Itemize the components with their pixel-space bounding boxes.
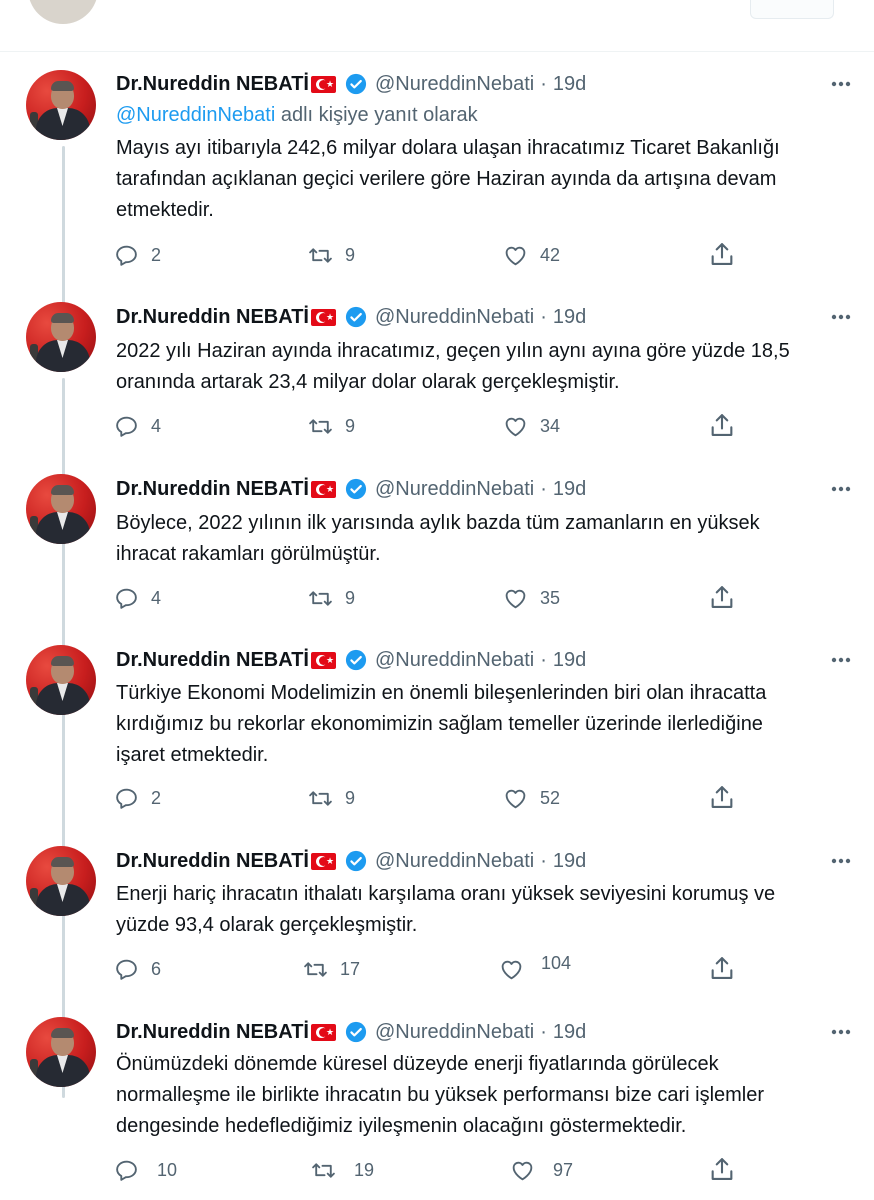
tweet-text-line: Enerji hariç ihracatın ithalatı karşılama oranı yüksek seviyesini korumuş ve — [116, 883, 776, 905]
retweet-icon — [308, 414, 333, 439]
tweet-text-line: 2022 yılı Haziran ayında ihracatımız, geçen yılın aynı ayına göre yüzde 18,5 — [116, 340, 790, 362]
retweet-count: 17 — [340, 958, 361, 979]
tweet-text-line: tarafından açıklanan geçici verilere göre Haziran ayında da artışına devam — [116, 168, 777, 190]
tweet-timestamp[interactable]: 19d — [552, 849, 587, 872]
retweet-count: 9 — [345, 787, 356, 808]
tweet-header — [116, 645, 586, 675]
tweet-timestamp[interactable]: 19d — [552, 1020, 587, 1043]
tweet-3[interactable] — [0, 470, 874, 636]
retweet-icon — [308, 243, 333, 268]
previous-tweet-remnant — [0, 0, 874, 52]
tweet-text — [116, 508, 846, 570]
author-name[interactable]: Dr.Nureddin NEBATİ — [116, 648, 309, 671]
like-count: 35 — [540, 587, 561, 608]
like-button[interactable] — [499, 954, 571, 984]
retweet-button[interactable] — [308, 783, 355, 813]
more-icon[interactable] — [828, 304, 854, 330]
tweet-text — [116, 1049, 846, 1142]
share-icon[interactable] — [708, 239, 736, 269]
author-handle[interactable]: @NureddinNebati — [374, 305, 535, 328]
author-handle[interactable]: @NureddinNebati — [374, 1020, 535, 1043]
reply-to-label: adlı kişiye yanıt olarak — [275, 104, 478, 126]
tweet-header — [116, 474, 586, 504]
avatar[interactable] — [26, 846, 96, 916]
like-button[interactable] — [510, 1155, 573, 1185]
tweet-header — [116, 302, 586, 332]
tweet-text-line: ihracat rakamları görülmüştür. — [116, 543, 381, 565]
like-icon — [503, 786, 528, 811]
avatar[interactable] — [26, 474, 96, 544]
reply-button[interactable] — [114, 954, 161, 984]
tweet-header — [116, 846, 586, 876]
author-handle[interactable]: @NureddinNebati — [374, 648, 535, 671]
like-count: 42 — [540, 244, 561, 265]
share-icon[interactable] — [708, 410, 736, 440]
reply-icon — [114, 414, 139, 439]
more-icon[interactable] — [828, 71, 854, 97]
like-icon — [510, 1158, 535, 1183]
card-edge — [750, 0, 834, 19]
separator-dot: · — [540, 1020, 547, 1043]
tweet-4[interactable] — [0, 641, 874, 837]
more-icon[interactable] — [828, 848, 854, 874]
author-handle[interactable]: @NureddinNebati — [374, 849, 535, 872]
retweet-button[interactable] — [308, 240, 355, 270]
reply-icon — [114, 786, 139, 811]
tweet-text-line: Önümüzdeki dönemde küresel düzeyde enerji fiyatlarında görülecek — [116, 1053, 719, 1075]
like-count: 104 — [541, 952, 572, 973]
retweet-icon — [311, 1158, 336, 1183]
like-count: 97 — [553, 1159, 574, 1180]
divider — [0, 51, 874, 52]
reply-mention-link[interactable]: @NureddinNebati — [116, 104, 276, 126]
tweet-5[interactable] — [0, 842, 874, 1008]
tweet-text-line: dengesinde hedeflediğimiz iyileşmenin olacağını göstermektedir. — [116, 1115, 687, 1137]
retweet-button[interactable] — [308, 411, 355, 441]
avatar[interactable] — [26, 1017, 96, 1087]
reply-button[interactable] — [114, 783, 161, 813]
verified-badge-icon — [345, 478, 367, 500]
tweet-timestamp[interactable]: 19d — [552, 305, 587, 328]
reply-count: 2 — [151, 244, 162, 265]
like-icon — [503, 586, 528, 611]
verified-badge-icon — [345, 1021, 367, 1043]
tweet-text-line: oranında artarak 23,4 milyar dolar olarak gerçekleşmiştir. — [116, 371, 620, 393]
tweet-timestamp[interactable]: 19d — [552, 477, 587, 500]
separator-dot: · — [540, 849, 547, 872]
reply-count: 10 — [157, 1159, 178, 1180]
reply-button[interactable] — [114, 583, 161, 613]
tweet-6[interactable] — [0, 1013, 874, 1200]
more-icon[interactable] — [828, 1019, 854, 1045]
turkish-flag-icon: ★ — [311, 652, 336, 669]
retweet-icon — [308, 586, 333, 611]
reply-icon — [114, 957, 139, 982]
like-count: 34 — [540, 415, 561, 436]
tweet-text — [116, 336, 846, 398]
turkish-flag-icon: ★ — [311, 481, 336, 498]
avatar[interactable] — [26, 70, 96, 140]
reply-count: 4 — [151, 587, 162, 608]
author-name[interactable]: Dr.Nureddin NEBATİ — [116, 1020, 309, 1043]
reply-button[interactable] — [114, 411, 161, 441]
separator-dot: · — [540, 305, 547, 328]
like-icon — [499, 957, 524, 982]
reply-icon — [114, 586, 139, 611]
retweet-icon — [303, 957, 328, 982]
author-name[interactable]: Dr.Nureddin NEBATİ — [116, 477, 309, 500]
replying-to-text — [116, 104, 478, 127]
tweet-text-line: etmektedir. — [116, 199, 214, 221]
author-name[interactable]: Dr.Nureddin NEBATİ — [116, 305, 309, 328]
reply-count: 2 — [151, 787, 162, 808]
tweet-text-line: Türkiye Ekonomi Modelimizin en önemli bileşenlerinden biri olan ihracatta — [116, 682, 767, 704]
like-icon — [503, 243, 528, 268]
share-icon[interactable] — [708, 953, 736, 983]
verified-badge-icon — [345, 649, 367, 671]
share-icon[interactable] — [708, 782, 736, 812]
retweet-button[interactable] — [303, 954, 360, 984]
share-icon[interactable] — [708, 1154, 736, 1184]
reply-icon — [114, 1158, 139, 1183]
avatar[interactable] — [26, 645, 96, 715]
reply-button[interactable] — [114, 240, 161, 270]
verified-badge-icon — [345, 306, 367, 328]
tweet-text-line: yüzde 93,4 olarak gerçekleşmiştir. — [116, 914, 418, 936]
retweet-button[interactable] — [308, 583, 355, 613]
like-button[interactable] — [503, 240, 560, 270]
tweet-1[interactable] — [0, 66, 874, 292]
turkish-flag-icon: ★ — [311, 1024, 336, 1041]
tweet-text — [116, 133, 846, 226]
tweet-text-line: normalleşme ile birlikte ihracatın bu yüksek performansı bize cari işlemler — [116, 1084, 765, 1106]
turkish-flag-icon: ★ — [311, 309, 336, 326]
tweet-2[interactable] — [0, 298, 874, 464]
reply-button[interactable] — [114, 1155, 177, 1185]
author-handle[interactable]: @NureddinNebati — [374, 72, 535, 95]
avatar[interactable] — [28, 0, 98, 24]
author-name[interactable]: Dr.Nureddin NEBATİ — [116, 72, 309, 95]
reply-count: 4 — [151, 415, 162, 436]
tweet-timestamp[interactable]: 19d — [552, 72, 587, 95]
like-button[interactable] — [503, 583, 560, 613]
separator-dot: · — [540, 72, 547, 95]
like-button[interactable] — [503, 783, 560, 813]
tweet-header — [116, 69, 586, 99]
retweet-count: 9 — [345, 415, 356, 436]
retweet-count: 19 — [354, 1159, 375, 1180]
retweet-count: 9 — [345, 587, 356, 608]
reply-count: 6 — [151, 958, 162, 979]
share-icon[interactable] — [708, 582, 736, 612]
retweet-icon — [308, 786, 333, 811]
more-icon[interactable] — [828, 476, 854, 502]
tweet-text-line: işaret etmektedir. — [116, 744, 269, 766]
retweet-button[interactable] — [311, 1155, 374, 1185]
like-count: 52 — [540, 787, 561, 808]
tweet-text — [116, 879, 846, 941]
reply-icon — [114, 243, 139, 268]
tweet-text — [116, 678, 846, 771]
turkish-flag-icon: ★ — [311, 76, 336, 93]
like-button[interactable] — [503, 411, 560, 441]
retweet-count: 9 — [345, 244, 356, 265]
author-name[interactable]: Dr.Nureddin NEBATİ — [116, 849, 309, 872]
turkish-flag-icon: ★ — [311, 853, 336, 870]
separator-dot: · — [540, 648, 547, 671]
tweet-timestamp[interactable]: 19d — [552, 648, 587, 671]
avatar[interactable] — [26, 302, 96, 372]
author-handle[interactable]: @NureddinNebati — [374, 477, 535, 500]
tweet-text-line: kırdığımız bu rekorlar ekonomimizin sağlam temeller üzerinde ilerlediğine — [116, 713, 763, 735]
like-icon — [503, 414, 528, 439]
more-icon[interactable] — [828, 647, 854, 673]
tweet-text-line: Böylece, 2022 yılının ilk yarısında aylık bazda tüm zamanların en yüksek — [116, 512, 760, 534]
verified-badge-icon — [345, 850, 367, 872]
verified-badge-icon — [345, 73, 367, 95]
tweet-header — [116, 1017, 586, 1047]
separator-dot: · — [540, 477, 547, 500]
tweet-text-line: Mayıs ayı itibarıyla 242,6 milyar dolara ulaşan ihracatımız Ticaret Bakanlığı — [116, 137, 780, 159]
